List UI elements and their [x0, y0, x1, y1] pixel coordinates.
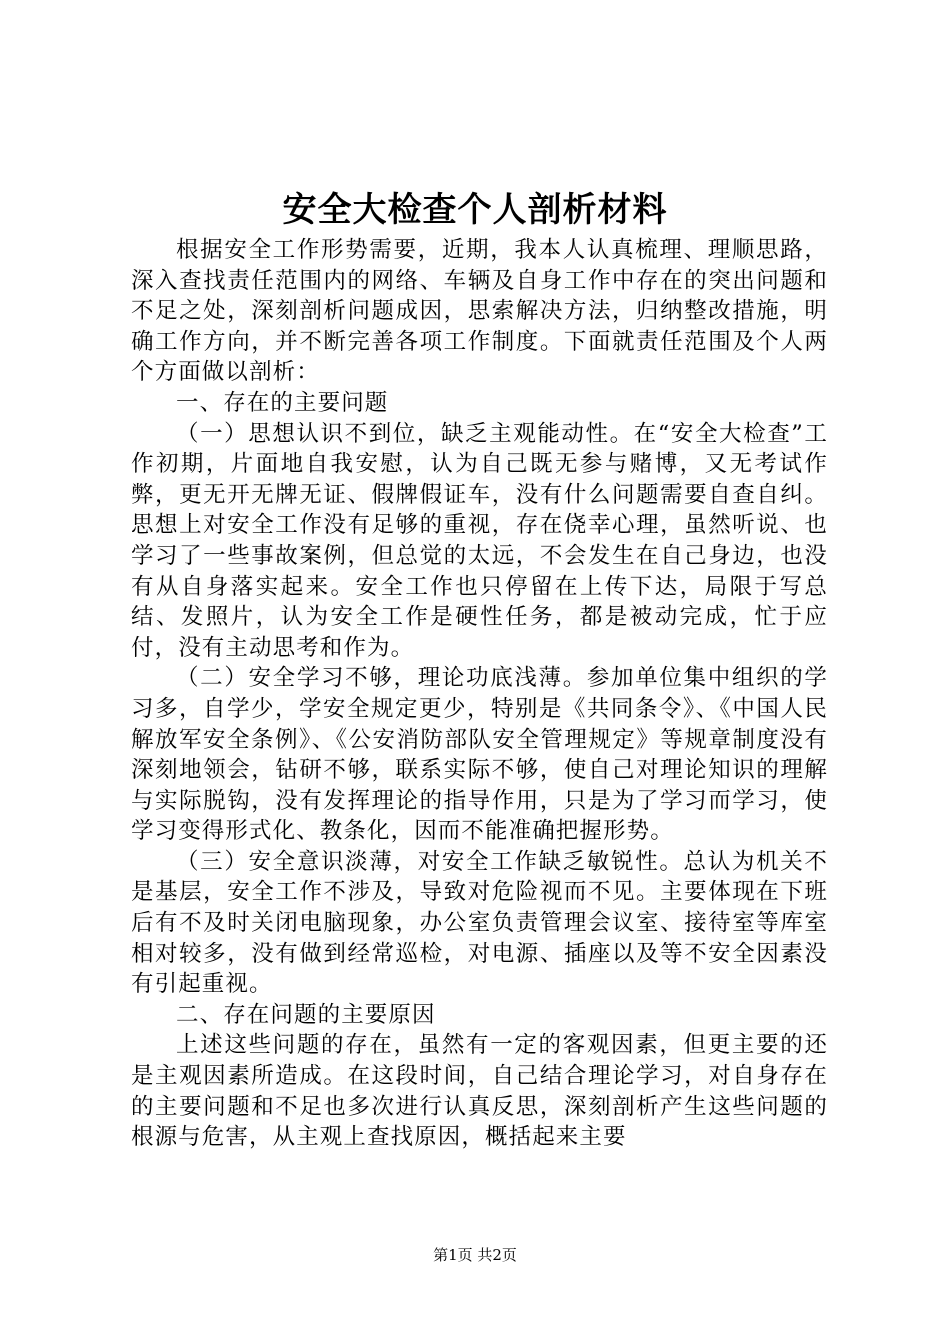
document-body	[131, 235, 828, 1153]
paragraph-issue-1: （一）思想认识不到位，缺乏主观能动性。在“安全大检查”工作初期，片面地自我安慰，认为自己既无参与赌博，又无考试作弊，更无开无牌无证、假牌假证车，没有什么问题需要自查自纠。思想上对安全工作没有足够的重视，存在侥幸心理，虽然听说、也学习了一些事故案例，但总觉的太远，不会发生在自己身边，也没有从自身落实起来。安全工作也只停留在上传下达，局限于写总结、发照片，认为安全工作是硬性任务，都是被动完成，忙于应付，没有主动思考和作为。	[131, 420, 828, 661]
document-title: 安全大检查个人剖析材料	[282, 190, 668, 230]
paragraph-intro: 根据安全工作形势需要，近期，我本人认真梳理、理顺思路，深入查找责任范围内的网络、车辆及自身工作中存在的突出问题和不足之处，深刻剖析问题成因，思索解决方法，归纳整改措施，明确工作方向，并不断完善各项工作制度。下面就责任范围及个人两个方面做以剖析：	[131, 237, 828, 386]
section-heading-2: 二、存在问题的主要原因	[176, 1001, 436, 1028]
paragraph-issue-2: （二）安全学习不够，理论功底浅薄。参加单位集中组织的学习多，自学少，学安全规定更少，特别是《共同条令》、《中国人民解放军安全条例》、《公安消防部队安全管理规定》等规章制度没有深刻地领会，钻研不够，联系实际不够，使自己对理论知识的理解与实际脱钩，没有发挥理论的指导作用，只是为了学习而学习，使学习变得形式化、教条化，因而不能准确把握形势。	[131, 665, 828, 845]
paragraph-causes: 上述这些问题的存在，虽然有一定的客观因素，但更主要的还是主观因素所造成。在这段时间，自己结合理论学习，对自身存在的主要问题和不足也多次进行认真反思，深刻剖析产生这些问题的根源与危害，从主观上查找原因，概括起来主要	[131, 1032, 828, 1151]
paragraph-issue-3: （三）安全意识淡薄，对安全工作缺乏敏锐性。总认为机关不是基层，安全工作不涉及，导致对危险视而不见。主要体现在下班后有不及时关闭电脑现象，办公室负责管理会议室、接待室等库室相对较多，没有做到经常巡检，对电源、插座以及等不安全因素没有引起重视。	[131, 848, 828, 998]
section-heading-1: 一、存在的主要问题	[176, 389, 389, 416]
page-footer: 第1页 共2页	[433, 1246, 517, 1264]
